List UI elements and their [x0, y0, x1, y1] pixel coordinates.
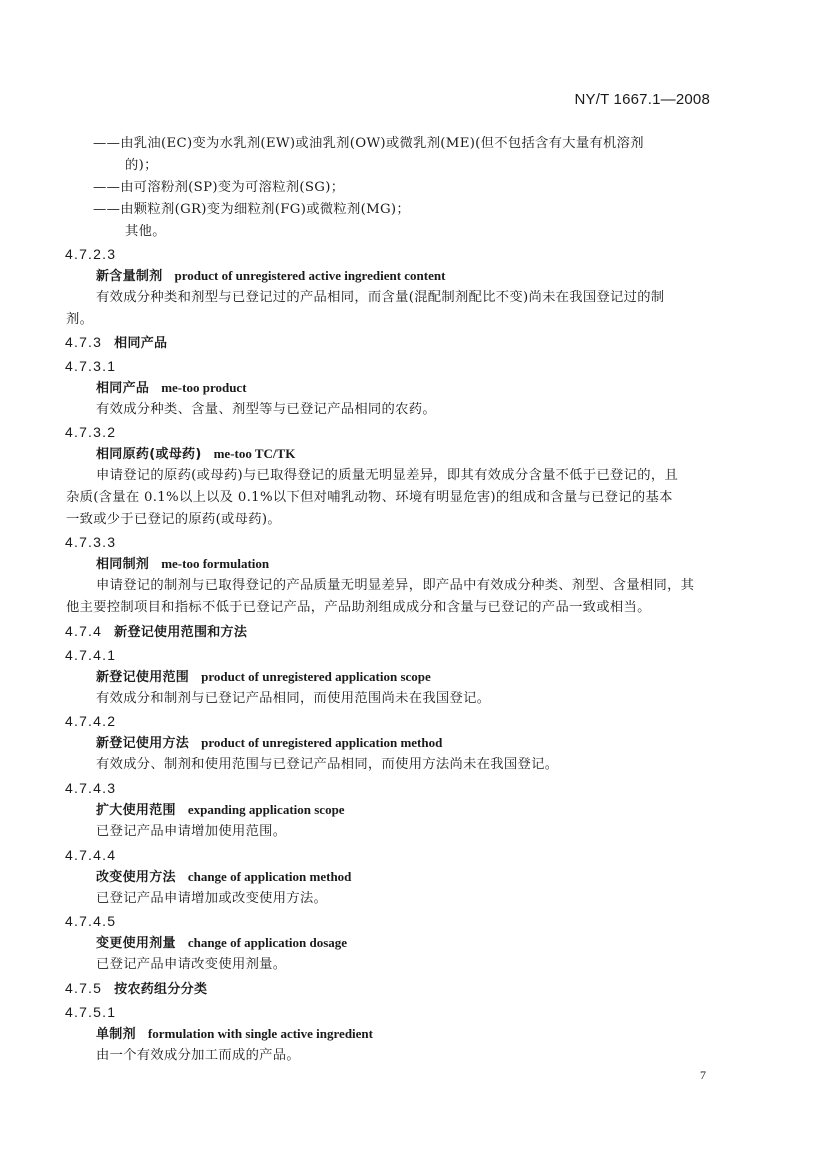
term-4-7-3-3: [96, 554, 269, 575]
definition-4-7-3-2-line-2: 杂质(含量在 0.1%以上以及 0.1%以下但对哺乳动物、环境有明显危害)的组成和含量与已登记的基本: [66, 490, 673, 505]
term-en: me-too TC/TK: [213, 446, 296, 461]
dash-list-item-1-continuation: 的)；: [125, 158, 158, 173]
term-zh: 新登记使用范围: [96, 670, 190, 685]
section-title: 相同产品: [114, 336, 168, 351]
term-zh: 扩大使用范围: [96, 803, 176, 818]
clause-number-4-7-3-1: 4.7.3.1: [65, 358, 117, 374]
term-4-7-4-4: [96, 867, 351, 888]
term-en: formulation with single active ingredient: [147, 1026, 373, 1041]
definition-4-7-3-3-line-2: 他主要控制项目和指标不低于已登记产品，产品助剂组成成分和含量与已登记的产品一致或相当。: [66, 600, 651, 615]
term-4-7-3-1: [96, 378, 247, 399]
term-zh: 变更使用剂量: [96, 936, 176, 951]
definition-4-7-3-1: 有效成分种类、含量、剂型等与已登记产品相同的农药。: [96, 402, 436, 417]
definition-4-7-4-5: 已登记产品申请改变使用剂量。: [96, 957, 287, 972]
term-4-7-4-2: [96, 733, 442, 754]
clause-number-4-7-3-2: 4.7.3.2: [65, 424, 117, 440]
term-en: product of unregistered application scope: [201, 669, 431, 684]
clause-number-4-7-5-1: 4.7.5.1: [65, 1004, 117, 1020]
term-4-7-4-3: [96, 800, 345, 821]
definition-4-7-3-2-line-1: 申请登记的原药(或母药)与已取得登记的质量无明显差异，即其有效成分含量不低于已登记的，且: [96, 468, 679, 483]
definition-4-7-5-1: 由一个有效成分加工而成的产品。: [96, 1048, 300, 1063]
clause-number-4-7-3-3: 4.7.3.3: [65, 534, 117, 550]
definition-4-7-3-3-line-1: 申请登记的制剂与已取得登记的产品质量无明显差异，即产品中有效成分种类、剂型、含量相同，其: [96, 578, 695, 593]
definition-4-7-4-1: 有效成分和制剂与已登记产品相同，而使用范围尚未在我国登记。: [96, 691, 491, 706]
term-zh: 新含量制剂: [96, 269, 163, 284]
dash-list-item-2: ——由可溶粉剂(SP)变为可溶粒剂(SG)；: [93, 180, 345, 195]
dash-list-item-3: ——由颗粒剂(GR)变为细粒剂(FG)或微粒剂(MG)；: [93, 202, 410, 217]
definition-4-7-4-3: 已登记产品申请增加使用范围。: [96, 824, 287, 839]
term-zh: 单制剂: [96, 1027, 136, 1042]
page-number: 7: [700, 1068, 706, 1082]
term-en: change of application method: [187, 869, 352, 884]
clause-number-4-7-2-3: 4.7.2.3: [65, 246, 117, 262]
term-en: product of unregistered application method: [201, 735, 443, 750]
term-4-7-3-2: [96, 444, 295, 465]
term-zh: 相同产品: [96, 381, 150, 396]
dash-list-item-1: ——由乳油(EC)变为水乳剂(EW)或油乳剂(OW)或微乳剂(ME)(但不包括含有大量有机溶剂: [93, 136, 644, 151]
term-4-7-2-3: [96, 266, 445, 287]
definition-4-7-2-3-line-2: 剂。: [66, 312, 94, 327]
section-heading-4-7-5: 4.7.5 按农药组分分类: [65, 980, 208, 997]
term-4-7-5-1: [96, 1024, 373, 1045]
clause-number-4-7-4-2: 4.7.4.2: [65, 713, 117, 729]
clause-number-4-7-4-5: 4.7.4.5: [65, 913, 117, 929]
term-4-7-4-5: [96, 933, 347, 954]
term-zh: 新登记使用方法: [96, 736, 190, 751]
term-en: product of unregistered active ingredient content: [174, 268, 446, 283]
term-en: me-too formulation: [161, 556, 270, 571]
standard-code-header: NY/T 1667.1—2008: [574, 91, 710, 108]
term-zh: 相同制剂: [96, 557, 150, 572]
section-heading-4-7-4: 4.7.4 新登记使用范围和方法: [65, 623, 248, 640]
term-zh: 相同原药(或母药): [96, 447, 202, 462]
definition-4-7-4-4: 已登记产品申请增加或改变使用方法。: [96, 891, 328, 906]
term-en: expanding application scope: [187, 802, 345, 817]
term-en: me-too product: [161, 380, 247, 395]
definition-4-7-3-2-line-3: 一致或少于已登记的原药(或母药)。: [66, 512, 281, 527]
section-heading-4-7-3: 4.7.3 相同产品: [65, 334, 168, 351]
clause-number-4-7-4-4: 4.7.4.4: [65, 847, 117, 863]
term-en: change of application dosage: [187, 935, 348, 950]
definition-4-7-4-2: 有效成分、制剂和使用范围与已登记产品相同，而使用方法尚未在我国登记。: [96, 757, 559, 772]
definition-4-7-2-3-line-1: 有效成分种类和剂型与已登记过的产品相同，而含量(混配制剂配比不变)尚未在我国登记过的制: [96, 290, 665, 305]
section-title: 新登记使用范围和方法: [114, 625, 248, 640]
term-4-7-4-1: [96, 667, 431, 688]
term-zh: 改变使用方法: [96, 870, 176, 885]
dash-list-item-4: 其他。: [125, 224, 166, 239]
clause-number-4-7-4-1: 4.7.4.1: [65, 647, 117, 663]
section-title: 按农药组分分类: [114, 982, 208, 997]
clause-number-4-7-4-3: 4.7.4.3: [65, 780, 117, 796]
